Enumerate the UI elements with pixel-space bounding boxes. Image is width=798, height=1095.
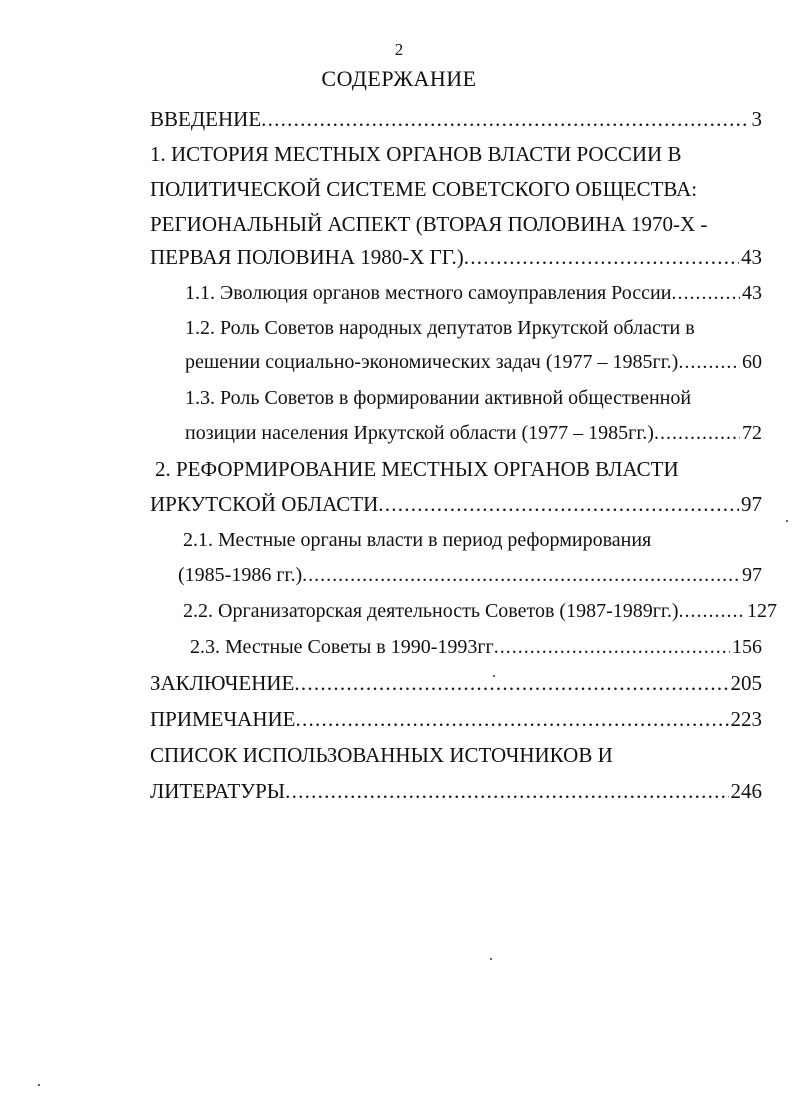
dot-leader xyxy=(378,491,739,517)
toc-entry-sources-line-2 xyxy=(150,778,762,804)
toc-entry-page: 246 xyxy=(730,779,762,803)
toc-entry-page: 223 xyxy=(730,707,762,731)
dot-leader xyxy=(679,598,745,624)
toc-section-1-2-line-2 xyxy=(185,349,762,375)
toc-section-2-1-line-2 xyxy=(178,562,762,588)
dot-leader xyxy=(261,106,749,132)
toc-section-2-2 xyxy=(183,598,777,624)
toc-entry-page: 127 xyxy=(747,600,777,622)
toc-section-1-1 xyxy=(185,280,762,306)
toc-entry-conclusion xyxy=(150,670,762,696)
dot-leader xyxy=(464,244,739,270)
toc-entry-notes xyxy=(150,706,762,732)
toc-entry-label: 1.1. Эволюция органов местного самоуправления России xyxy=(185,282,672,304)
toc-section-1-2-line-1: 1.2. Роль Советов народных депутатов Иркутской области в xyxy=(185,317,695,339)
toc-section-2-1-line-1: 2.1. Местные органы власти в период реформирования xyxy=(183,529,652,551)
dot-leader xyxy=(671,280,740,306)
toc-entry-label: ЛИТЕРАТУРЫ xyxy=(150,779,286,803)
page-number: 2 xyxy=(394,40,404,59)
toc-section-1-3-line-1: 1.3. Роль Советов в формировании активной общественной xyxy=(185,387,692,409)
toc-entry-page: 43 xyxy=(741,245,762,269)
toc-entry-page: 156 xyxy=(732,636,762,658)
dot-leader xyxy=(302,562,740,588)
toc-entry-page: 60 xyxy=(742,351,762,373)
toc-title: СОДЕРЖАНИЕ xyxy=(321,66,477,91)
scan-speck xyxy=(490,958,492,960)
dot-leader xyxy=(294,670,728,696)
dot-leader xyxy=(654,420,740,446)
dot-leader xyxy=(678,349,740,375)
toc-entry-label: ПЕРВАЯ ПОЛОВИНА 1980-Х ГГ.) xyxy=(150,245,464,269)
toc-entry-label: решении социально-экономических задач (1977 – 1985гг.) xyxy=(185,351,679,373)
toc-chapter-2-line-1: 2. РЕФОРМИРОВАНИЕ МЕСТНЫХ ОРГАНОВ ВЛАСТИ xyxy=(155,457,679,481)
toc-entry-label: (1985-1986 гг.) xyxy=(178,564,303,586)
toc-section-2-3 xyxy=(190,634,762,660)
toc-entry-page: 72 xyxy=(742,422,762,444)
toc-entry-label: ВВЕДЕНИЕ xyxy=(150,107,262,131)
toc-entry-page: 97 xyxy=(741,492,762,516)
toc-chapter-1-line-1: 1. ИСТОРИЯ МЕСТНЫХ ОРГАНОВ ВЛАСТИ РОССИИ В xyxy=(150,142,682,166)
toc-chapter-1-line-2: ПОЛИТИЧЕСКОЙ СИСТЕМЕ СОВЕТСКОГО ОБЩЕСТВА: xyxy=(150,177,698,201)
toc-chapter-1-line-3: РЕГИОНАЛЬНЫЙ АСПЕКТ (ВТОРАЯ ПОЛОВИНА 1970-Х - xyxy=(150,212,708,236)
scan-speck xyxy=(786,520,788,522)
scan-speck xyxy=(493,675,495,677)
toc-entry-page: 3 xyxy=(751,107,762,131)
toc-entry-label: 2.2. Организаторская деятельность Советов (1987-1989гг.) xyxy=(183,600,679,622)
toc-entry-page: 97 xyxy=(742,564,762,586)
toc-entry-page: 205 xyxy=(730,671,762,695)
toc-entry-page: 43 xyxy=(742,282,762,304)
scan-speck xyxy=(38,1084,40,1086)
toc-entry-intro xyxy=(150,106,762,132)
toc-entry-sources-line-1: СПИСОК ИСПОЛЬЗОВАННЫХ ИСТОЧНИКОВ И xyxy=(150,743,613,767)
toc-entry-label: ИРКУТСКОЙ ОБЛАСТИ xyxy=(150,492,379,516)
dot-leader xyxy=(295,706,728,732)
toc-entry-label: позиции населения Иркутской области (1977 – 1985гг.) xyxy=(185,422,654,444)
toc-entry-label: 2.3. Местные Советы в 1990-1993гг xyxy=(190,636,494,658)
toc-section-1-3-line-2 xyxy=(185,420,762,446)
toc-chapter-1-last xyxy=(150,244,762,270)
toc-chapter-2-line-2 xyxy=(150,491,762,517)
toc-entry-label: ПРИМЕЧАНИЕ xyxy=(150,707,296,731)
dot-leader xyxy=(285,778,728,804)
toc-entry-label: ЗАКЛЮЧЕНИЕ xyxy=(150,671,295,695)
dot-leader xyxy=(494,634,730,660)
